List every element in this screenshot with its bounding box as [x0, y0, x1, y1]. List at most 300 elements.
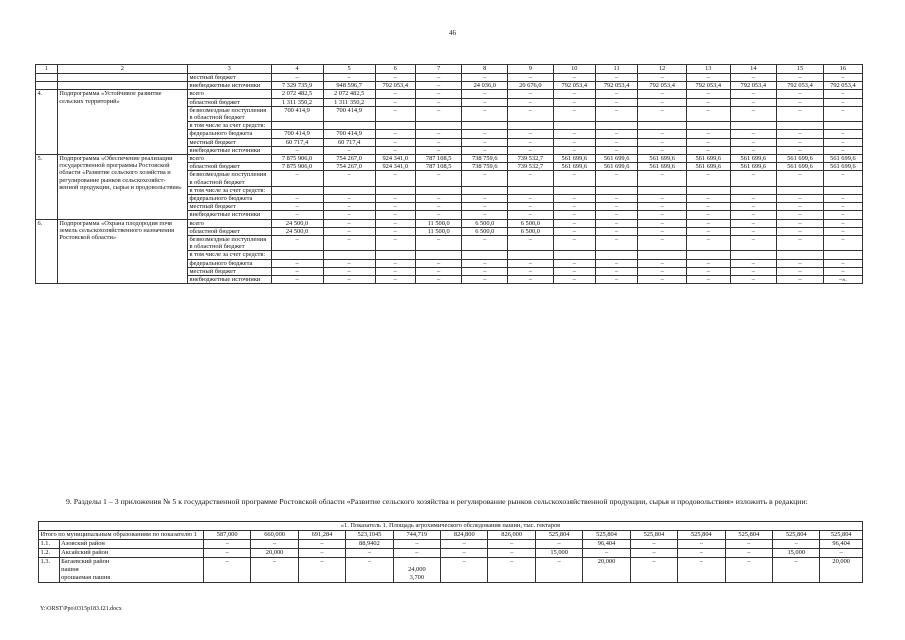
- table-cell: –: [415, 106, 462, 121]
- table-cell: –: [730, 236, 777, 251]
- source-label: в том числе за счет средств:: [187, 251, 271, 259]
- table-cell: 88,9402: [346, 540, 393, 549]
- table-cell: –: [777, 171, 824, 186]
- table-cell: –: [375, 211, 415, 219]
- table-cell: [595, 186, 637, 194]
- source-label: в том числе за счет средств:: [187, 122, 271, 130]
- table-row: [36, 155, 863, 163]
- table-cell: 787 108,5: [415, 163, 462, 171]
- table-cell: –: [553, 211, 595, 219]
- table-cell: 60 717,4: [271, 138, 323, 146]
- header-row: [36, 65, 863, 74]
- table-cell: –: [553, 106, 595, 121]
- table-cell: –: [271, 171, 323, 186]
- table-cell: –: [553, 259, 595, 267]
- table-cell: [777, 251, 824, 259]
- column-number: 4: [271, 65, 323, 74]
- table-cell: –: [777, 146, 824, 154]
- table-cell: –: [415, 82, 462, 90]
- table-cell: –: [595, 259, 637, 267]
- source-label: местный бюджет: [187, 203, 271, 211]
- table-cell: –: [553, 203, 595, 211]
- table-cell: –: [346, 549, 393, 558]
- table-cell: –: [687, 236, 730, 251]
- table-cell: –: [583, 549, 630, 558]
- table-cell: –: [730, 195, 777, 203]
- source-label: безвозмездные поступления в областной бюджет: [187, 106, 271, 121]
- table-cell: –: [595, 211, 637, 219]
- table-cell: –: [687, 138, 730, 146]
- table-cell: –: [730, 90, 777, 98]
- table-cell: [687, 122, 730, 130]
- table-cell: –: [777, 219, 824, 227]
- table-cell: –: [687, 259, 730, 267]
- table-cell: [730, 251, 777, 259]
- table-cell: [638, 122, 687, 130]
- table-cell: –: [298, 540, 345, 549]
- table-cell: –: [553, 171, 595, 186]
- table-cell: 792 053,4: [730, 82, 777, 90]
- table-cell: –: [375, 219, 415, 227]
- column-number: 15: [777, 65, 824, 74]
- table-cell: –: [415, 195, 462, 203]
- table-row: [36, 90, 863, 98]
- table-cell: –: [638, 211, 687, 219]
- subprogram-name: Подпрограмма «Устойчивое развитие сельских территорий»: [57, 90, 187, 155]
- table-cell: –: [678, 549, 725, 558]
- table-cell: 561 699,6: [687, 155, 730, 163]
- table-cell: –: [535, 558, 582, 583]
- table-cell: –: [271, 259, 323, 267]
- row-number: 1.1.: [39, 540, 60, 549]
- table-cell: –: [777, 227, 824, 235]
- table-cell: 96,404: [820, 540, 863, 549]
- table-cell: –: [630, 558, 677, 583]
- table-cell: –: [638, 236, 687, 251]
- table-cell: [271, 186, 323, 194]
- table-cell: –: [730, 276, 777, 284]
- table-cell: –: [638, 146, 687, 154]
- table-cell: –: [462, 259, 508, 267]
- table-cell: –: [251, 540, 298, 549]
- table-cell: 525,804: [535, 531, 582, 540]
- table-cell: –: [638, 267, 687, 275]
- source-label: областной бюджет: [187, 227, 271, 235]
- table-cell: –: [508, 236, 554, 251]
- row-number: 1.3.: [39, 558, 60, 583]
- column-number: 14: [730, 65, 777, 74]
- table-cell: –: [415, 259, 462, 267]
- table-cell: –: [777, 90, 824, 98]
- table-cell: 792 053,4: [777, 82, 824, 90]
- table-cell: –: [630, 549, 677, 558]
- table-cell: 561 699,6: [638, 163, 687, 171]
- table-cell: 787 108,5: [415, 155, 462, 163]
- table-cell: –: [638, 227, 687, 235]
- table-cell: –: [638, 130, 687, 138]
- table-cell: [823, 186, 862, 194]
- column-number: 2: [57, 65, 187, 74]
- table-cell: –: [777, 211, 824, 219]
- table-cell: –: [595, 227, 637, 235]
- table-cell: –: [595, 219, 637, 227]
- table-cell: –: [535, 540, 582, 549]
- table-cell: [271, 122, 323, 130]
- table-cell: [595, 122, 637, 130]
- column-number: 9: [508, 65, 554, 74]
- table-cell: 792 053,4: [595, 82, 637, 90]
- table-cell: –: [725, 540, 772, 549]
- table-cell: –: [638, 106, 687, 121]
- table-cell: –: [823, 203, 862, 211]
- table-cell: –: [823, 227, 862, 235]
- table-cell: –: [687, 90, 730, 98]
- table-cell: 523,1045: [346, 531, 393, 540]
- table-cell: –: [595, 74, 637, 82]
- table-cell: –: [595, 98, 637, 106]
- source-label: федерального бюджета: [187, 195, 271, 203]
- table-cell: –: [251, 558, 298, 583]
- table-cell: –: [553, 130, 595, 138]
- column-number: 13: [687, 65, 730, 74]
- table-cell: 20,000: [583, 558, 630, 583]
- table-cell: –: [462, 211, 508, 219]
- table-cell: –: [678, 540, 725, 549]
- table-cell: –: [323, 267, 375, 275]
- table-cell: [36, 74, 58, 82]
- source-label: внебюджетные источники: [187, 146, 271, 154]
- source-label: областной бюджет: [187, 163, 271, 171]
- table-cell: –: [730, 259, 777, 267]
- table-cell: –: [553, 276, 595, 284]
- table-cell: –: [271, 146, 323, 154]
- table-cell: –: [323, 211, 375, 219]
- column-number: 3: [187, 65, 271, 74]
- column-number: 10: [553, 65, 595, 74]
- total-row: [39, 531, 863, 540]
- indicator-title-row: [39, 522, 863, 531]
- table-row: [36, 219, 863, 227]
- table-cell: –: [323, 195, 375, 203]
- source-label: федерального бюджета: [187, 130, 271, 138]
- table-cell: –: [687, 74, 730, 82]
- table-cell: –: [415, 211, 462, 219]
- table-cell: [730, 186, 777, 194]
- table-cell: –».: [823, 276, 862, 284]
- table-cell: –: [730, 227, 777, 235]
- table-cell: –: [415, 146, 462, 154]
- table-cell: 754 267,0: [323, 155, 375, 163]
- table-cell: –: [777, 106, 824, 121]
- table-cell: –: [415, 138, 462, 146]
- table-cell: –: [823, 74, 862, 82]
- district-label: Аксайский район: [61, 549, 109, 556]
- table-cell: [777, 122, 824, 130]
- table-cell: –: [441, 558, 488, 583]
- table-cell: 96,404: [583, 540, 630, 549]
- table-cell: 924 341,0: [375, 155, 415, 163]
- blank: [395, 558, 438, 566]
- table-cell: 700 414,9: [271, 130, 323, 138]
- table-cell: –: [638, 138, 687, 146]
- table-cell: [323, 251, 375, 259]
- table-cell: [57, 82, 187, 90]
- table-cell: 24 500,0: [271, 227, 323, 235]
- column-number: 1: [36, 65, 58, 74]
- table-cell: –: [595, 130, 637, 138]
- subprogram-name: Подпрограмма «Обеспечение реализации государственной программы Ростовской области «Развитие сельского хозяйства и регулирование рынков сельскохозяйст- венной продукции, сырья и продовольствия»: [57, 155, 187, 220]
- table-cell: [508, 251, 554, 259]
- table-cell: –: [595, 106, 637, 121]
- table-cell: 561 699,6: [777, 163, 824, 171]
- table-cell: –: [323, 236, 375, 251]
- table-cell: 700 414,9: [323, 106, 375, 121]
- source-label: местный бюджет: [187, 74, 271, 82]
- table-cell: 6 500,0: [462, 227, 508, 235]
- table-cell: 792 053,4: [638, 82, 687, 90]
- table-cell: 2 072 482,5: [271, 90, 323, 98]
- table-cell: 700 414,9: [271, 106, 323, 121]
- table-cell: –: [508, 74, 554, 82]
- source-label: областной бюджет: [187, 98, 271, 106]
- table-cell: –: [508, 130, 554, 138]
- table-cell: –: [823, 138, 862, 146]
- table-cell: [595, 251, 637, 259]
- table-cell: –: [271, 276, 323, 284]
- table-cell: [323, 186, 375, 194]
- table-cell: 561 699,6: [595, 163, 637, 171]
- table-row: [39, 540, 863, 549]
- row-number: 6.: [36, 219, 58, 284]
- table-cell: –: [441, 540, 488, 549]
- table-cell: 525,804: [678, 531, 725, 540]
- table-cell: –: [553, 236, 595, 251]
- table-cell: –: [323, 276, 375, 284]
- table-cell: –: [203, 549, 250, 558]
- source-label: местный бюджет: [187, 267, 271, 275]
- district-name: [59, 558, 203, 583]
- indicator-title: «1. Показатель 1. Площадь агрохимического обследования пашни, тыс. гектаров: [39, 522, 863, 531]
- table-cell: [415, 251, 462, 259]
- table-cell: –: [777, 138, 824, 146]
- table-cell: [36, 82, 58, 90]
- table-cell: –: [271, 74, 323, 82]
- table-cell: –: [777, 98, 824, 106]
- district-label: Багаевский район: [61, 558, 110, 565]
- table-cell: –: [553, 138, 595, 146]
- table-cell: 1 311 350,2: [271, 98, 323, 106]
- table-cell: –: [595, 236, 637, 251]
- table-cell: –: [375, 146, 415, 154]
- table-cell: –: [730, 211, 777, 219]
- table-cell: 525,804: [725, 531, 772, 540]
- table-cell: [553, 186, 595, 194]
- table-cell: –: [462, 236, 508, 251]
- table-cell: –: [777, 130, 824, 138]
- row-number: 1.2.: [39, 549, 60, 558]
- table-cell: –: [441, 549, 488, 558]
- sub-label: орошаемая пашня: [61, 574, 111, 581]
- column-number: 12: [638, 65, 687, 74]
- table-cell: –: [375, 138, 415, 146]
- table-cell: –: [730, 171, 777, 186]
- table-cell: –: [415, 267, 462, 275]
- table-cell: –: [462, 267, 508, 275]
- district-name: [59, 549, 203, 558]
- table-cell: –: [725, 558, 772, 583]
- table-cell: –: [638, 171, 687, 186]
- table-cell: –: [820, 549, 863, 558]
- table-cell: 792 053,4: [823, 82, 862, 90]
- table-cell: –: [323, 203, 375, 211]
- table-cell: 700 414,9: [323, 130, 375, 138]
- funding-table: [35, 64, 863, 284]
- table-cell: 826,000: [488, 531, 535, 540]
- table-cell: –: [773, 558, 820, 583]
- table-cell: –: [553, 227, 595, 235]
- table-cell: –: [638, 98, 687, 106]
- table-cell: –: [823, 146, 862, 154]
- table-cell: –: [462, 146, 508, 154]
- table-cell: –: [777, 195, 824, 203]
- sub-value: 3,700: [409, 574, 425, 581]
- sub-value: 24,000: [408, 566, 426, 573]
- table-cell: –: [687, 98, 730, 106]
- table-cell: –: [323, 146, 375, 154]
- table-cell: 24 500,0: [271, 219, 323, 227]
- table-cell: 739 532,7: [508, 155, 554, 163]
- column-number: 5: [323, 65, 375, 74]
- table-cell: –: [375, 236, 415, 251]
- column-number: 11: [595, 65, 637, 74]
- table-cell: –: [687, 219, 730, 227]
- table-cell: 738 759,6: [462, 155, 508, 163]
- table-cell: 60 717,4: [323, 138, 375, 146]
- table-cell: [553, 122, 595, 130]
- table-cell: –: [415, 171, 462, 186]
- table-cell: 561 699,6: [730, 163, 777, 171]
- source-label: безвозмездные поступления в областной бюджет: [187, 171, 271, 186]
- table-cell: –: [595, 203, 637, 211]
- table-cell: 525,804: [820, 531, 863, 540]
- table-cell: –: [375, 171, 415, 186]
- table-cell: –: [823, 90, 862, 98]
- table-cell: 587,000: [203, 531, 250, 540]
- table-cell: –: [823, 98, 862, 106]
- table-cell: –: [462, 74, 508, 82]
- table-cell: –: [298, 549, 345, 558]
- table-cell: 738 759,6: [462, 163, 508, 171]
- table-cell: –: [415, 276, 462, 284]
- table-cell: –: [298, 558, 345, 583]
- table-cell: [57, 74, 187, 82]
- table-cell: –: [415, 236, 462, 251]
- table-cell: [687, 251, 730, 259]
- table-cell: –: [375, 130, 415, 138]
- table-cell: –: [777, 236, 824, 251]
- table-cell: –: [687, 106, 730, 121]
- table-cell: 11 500,0: [415, 227, 462, 235]
- table-cell: –: [823, 219, 862, 227]
- table-cell: –: [687, 267, 730, 275]
- table-cell: –: [488, 558, 535, 583]
- table-cell: –: [638, 195, 687, 203]
- table-cell: –: [638, 219, 687, 227]
- table-cell: –: [375, 267, 415, 275]
- table-cell: –: [271, 267, 323, 275]
- table-cell: [777, 186, 824, 194]
- table-cell: –: [415, 90, 462, 98]
- table-cell: [553, 251, 595, 259]
- table-cell: –: [508, 195, 554, 203]
- table-cell: –: [777, 259, 824, 267]
- source-label: местный бюджет: [187, 138, 271, 146]
- table-cell: 15,000: [535, 549, 582, 558]
- table-cell: 6 500,0: [508, 219, 554, 227]
- table-cell: –: [462, 171, 508, 186]
- table-cell: 15,000: [773, 549, 820, 558]
- table-cell: 561 699,6: [777, 155, 824, 163]
- table-cell: 525,804: [630, 531, 677, 540]
- table-cell: 792 053,4: [687, 82, 730, 90]
- table-cell: [638, 186, 687, 194]
- table-cell: 948 596,7: [323, 82, 375, 90]
- table-cell: 20,000: [820, 558, 863, 583]
- table-cell: –: [777, 203, 824, 211]
- table-cell: [508, 122, 554, 130]
- table-cell: 744,719: [393, 531, 440, 540]
- table-cell: –: [375, 259, 415, 267]
- table-cell: –: [462, 138, 508, 146]
- table-cell: [415, 186, 462, 194]
- table-cell: –: [375, 203, 415, 211]
- table-cell: 525,804: [583, 531, 630, 540]
- table-cell: –: [415, 130, 462, 138]
- table-cell: [462, 186, 508, 194]
- table-cell: –: [553, 195, 595, 203]
- table-cell: –: [595, 195, 637, 203]
- table-cell: –: [730, 138, 777, 146]
- table-cell: –: [630, 540, 677, 549]
- table-cell: 6 500,0: [462, 219, 508, 227]
- table-cell: –: [203, 540, 250, 549]
- table-cell: –: [462, 90, 508, 98]
- table-cell: –: [271, 211, 323, 219]
- table-cell: –: [553, 98, 595, 106]
- table-cell: –: [638, 276, 687, 284]
- table-cell: –: [777, 267, 824, 275]
- table-cell: –: [375, 276, 415, 284]
- table-cell: 824,800: [441, 531, 488, 540]
- table-cell: –: [595, 276, 637, 284]
- table-cell: –: [375, 227, 415, 235]
- table-cell: –: [462, 130, 508, 138]
- table-cell: [375, 122, 415, 130]
- table-cell: [415, 122, 462, 130]
- table-cell: –: [595, 267, 637, 275]
- table-cell: –: [508, 276, 554, 284]
- table-cell: –: [271, 203, 323, 211]
- table-cell: –: [375, 74, 415, 82]
- district-name: [59, 540, 203, 549]
- source-label: федерального бюджета: [187, 259, 271, 267]
- table-cell: –: [553, 90, 595, 98]
- table-cell: –: [508, 146, 554, 154]
- file-path-footer: Y:\ORST\Ppo\0315p183.f21.docx: [40, 606, 122, 612]
- table-cell: 20 676,0: [508, 82, 554, 90]
- table-cell: –: [415, 203, 462, 211]
- table-cell: 6 500,0: [508, 227, 554, 235]
